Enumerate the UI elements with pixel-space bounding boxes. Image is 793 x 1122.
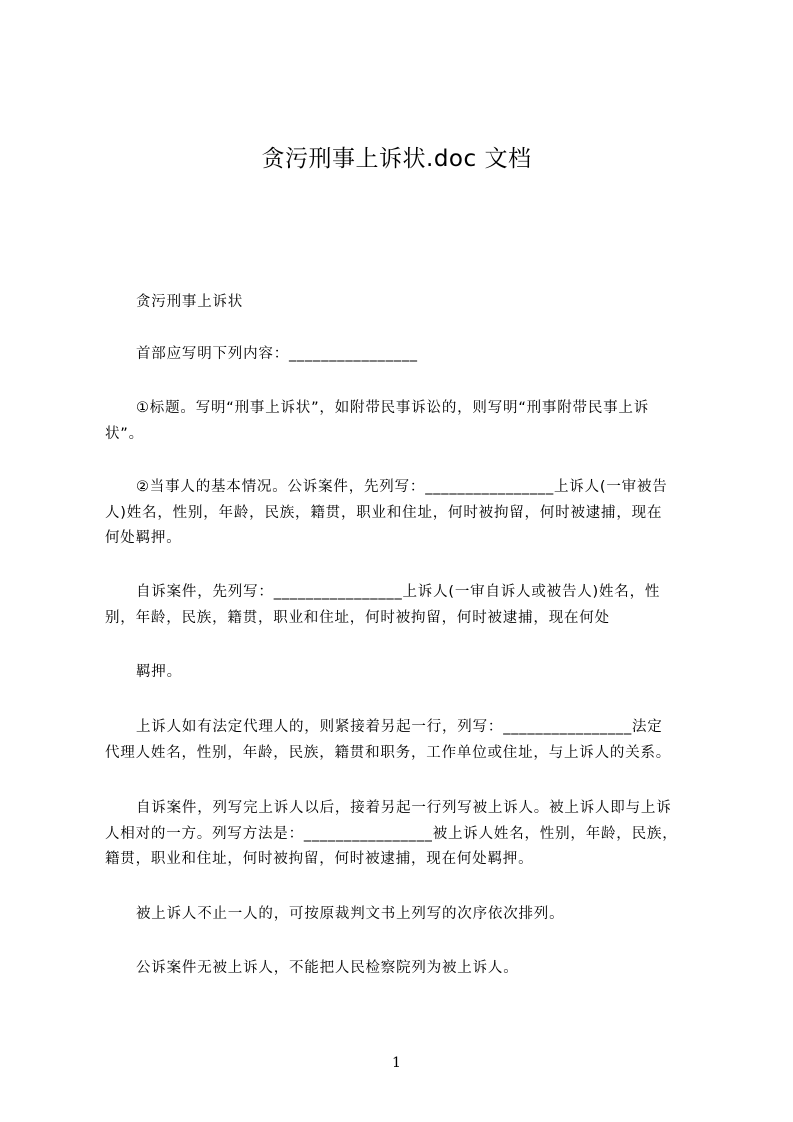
text-line: 自诉案件，先列写：________________上诉人(一审自诉人或被告人)姓名，性 — [136, 584, 661, 600]
text-line: 人相对的一方。列写方法是：________________被上诉人姓名，性别，年龄，民族， — [105, 825, 678, 842]
paragraph-legal-representative — [105, 715, 700, 766]
text-line: 籍贯，职业和住址，何时被拘留，何时被逮捕，现在何处羁押。 — [105, 851, 534, 868]
document-title: 贪污刑事上诉状.doc 文档 — [261, 146, 532, 172]
paragraph-multiple-appellees — [105, 902, 700, 928]
paragraph-appellee — [105, 796, 700, 873]
text-line: 首部应写明下列内容：________________ — [136, 346, 418, 362]
paragraph-header-intro — [105, 342, 700, 368]
text-line: 自诉案件，列写完上诉人以后，接着另起一行列写被上诉人。被上诉人即与上诉 — [136, 800, 672, 816]
text-line: 被上诉人不止一人的，可按原裁判文书上列写的次序依次排列。 — [136, 906, 565, 922]
text-line: ①标题。写明“刑事上诉状”，如附带民事诉讼的，则写明“刑事附带民事上诉 — [136, 400, 650, 416]
text-line: 状”。 — [105, 425, 144, 442]
paragraph-private-case — [105, 580, 700, 631]
text-line: 代理人姓名，性别，年龄，民族，籍贯和职务，工作单位或住址，与上诉人的关系。 — [105, 744, 672, 761]
text-line: 羁押。 — [136, 664, 182, 680]
text-line: 何处羁押。 — [105, 530, 182, 547]
paragraph-public-prosecution — [105, 956, 700, 982]
paragraph-party-info — [105, 475, 700, 552]
paragraph-heading — [105, 290, 700, 316]
paragraph-title-rule — [105, 396, 700, 447]
text-line: ②当事人的基本情况。公诉案件，先列写：________________上诉人(一审被告 — [136, 479, 668, 495]
page-number: 1 — [392, 1055, 401, 1071]
paragraph-detention — [105, 660, 700, 686]
text-line: 上诉人如有法定代理人的，则紧接着另起一行，列写：________________法定 — [136, 719, 663, 735]
text-line: 别，年龄，民族，籍贯，职业和住址，何时被拘留，何时被逮捕，现在何处 — [105, 609, 610, 626]
text-line: 公诉案件无被上诉人，不能把人民检察院列为被上诉人。 — [136, 960, 519, 976]
text-line: 人)姓名，性别，年龄，民族，籍贯，职业和住址，何时被拘留，何时被逮捕，现在 — [105, 504, 663, 521]
text-line: 贪污刑事上诉状 — [136, 294, 244, 310]
